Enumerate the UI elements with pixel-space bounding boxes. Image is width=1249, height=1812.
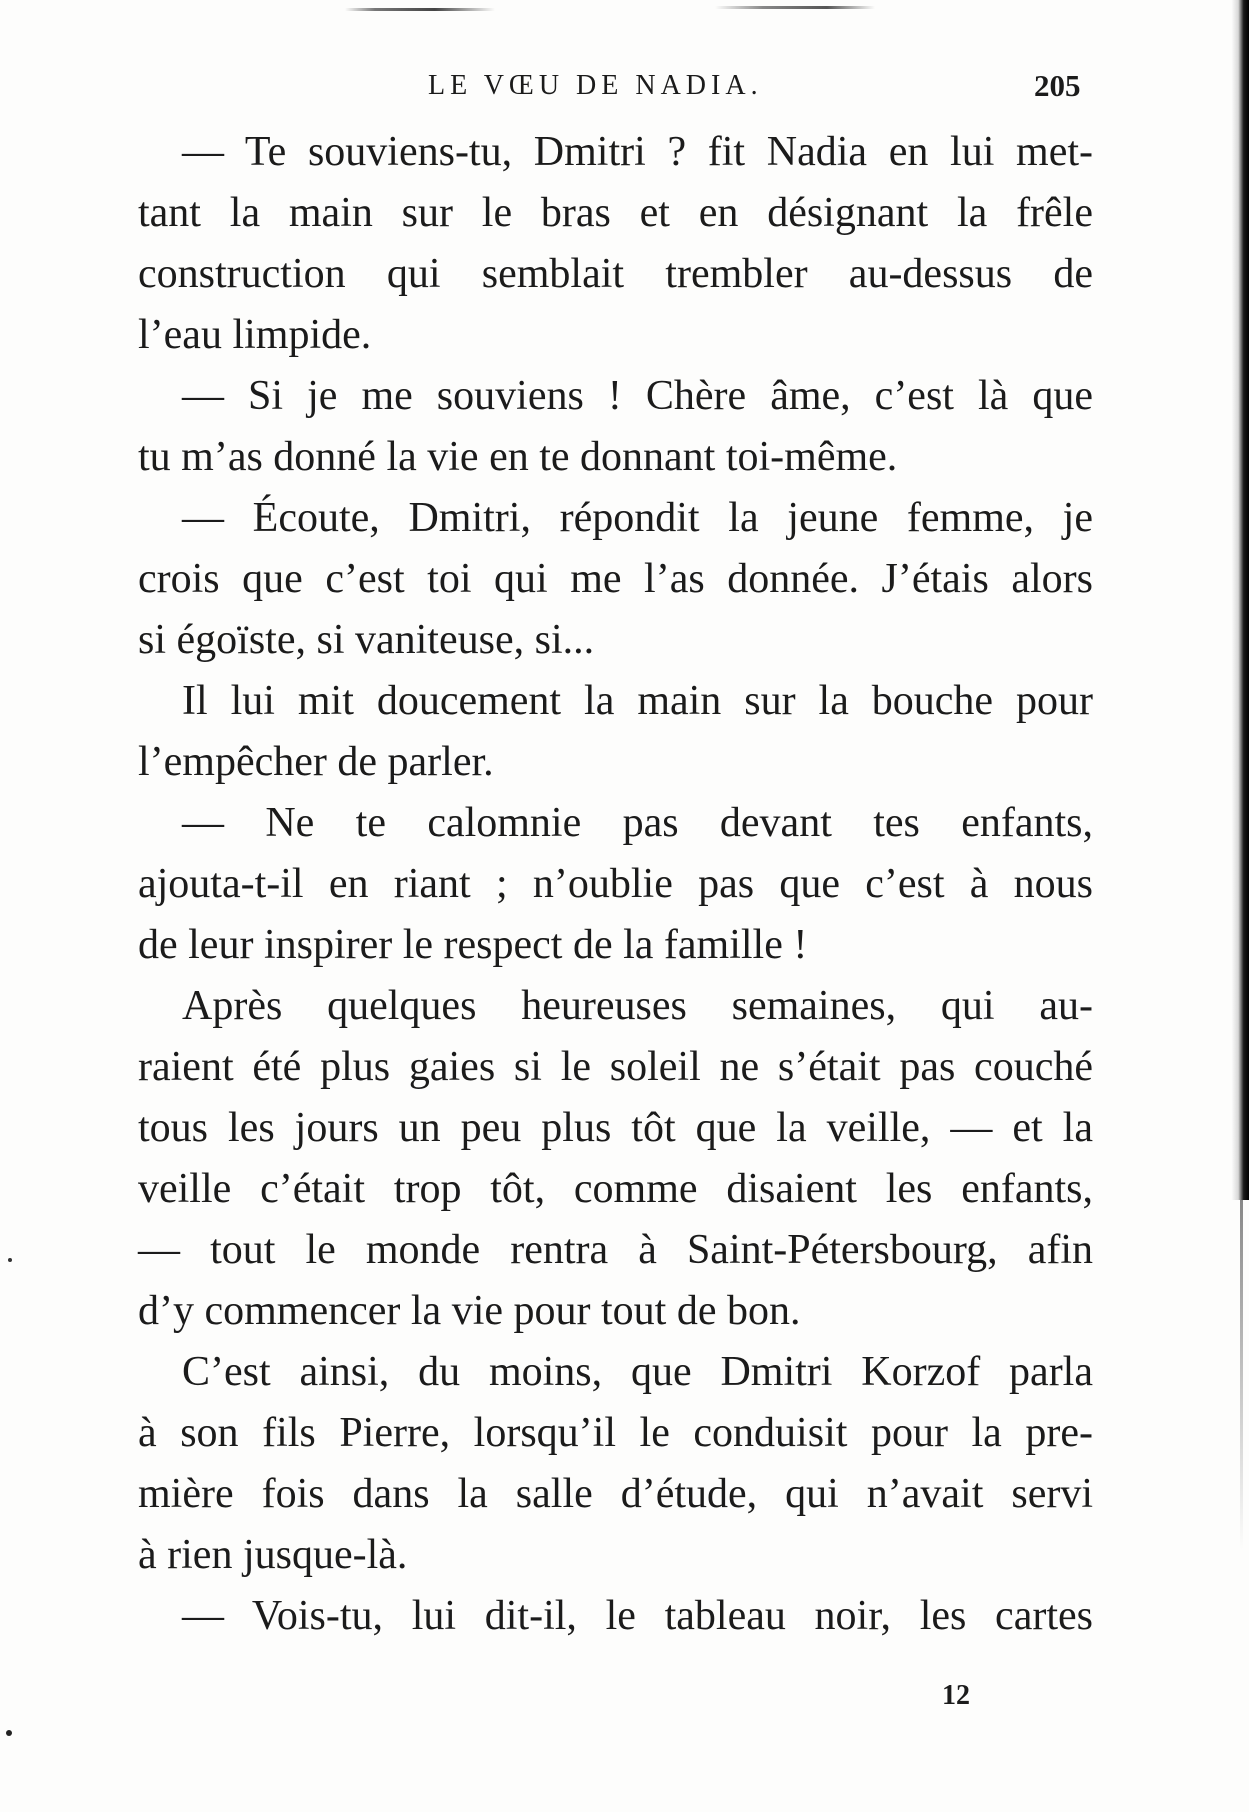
scan-speck [8,1258,12,1262]
text-line: à son fils Pierre, lorsqu’il le conduisit pour la pre- [138,1410,1093,1456]
text-line: veille c’était trop tôt, comme disaient les enfants, [138,1166,1093,1212]
text-line: tant la main sur le bras et en désignant la frêle [138,190,1093,236]
text-line: de leur inspirer le respect de la famille ! [138,922,808,968]
text-line: — Vois-tu, lui dit-il, le tableau noir, les cartes [182,1593,1093,1639]
text-line: d’y commencer la vie pour tout de bon. [138,1288,801,1334]
running-head [0,70,1249,114]
text-line: C’est ainsi, du moins, que Dmitri Korzof parla [182,1349,1093,1395]
text-line: raient été plus gaies si le soleil ne s’était pas couché [138,1044,1093,1090]
text-line: — Te souviens-tu, Dmitri ? fit Nadia en lui met- [182,129,1093,175]
text-line: Il lui mit doucement la main sur la bouche pour [182,678,1093,724]
text-line: ajouta-t-il en riant ; n’oublie pas que c’est à nous [138,861,1093,907]
page-binding-edge [1231,0,1249,1200]
text-line: tu m’as donné la vie en te donnant toi-même. [138,434,898,480]
text-line: tous les jours un peu plus tôt que la veille, — et la [138,1105,1093,1151]
body-text [138,122,1093,1647]
scan-mark [345,8,495,11]
page-number: 205 [1034,68,1081,103]
text-line: l’empêcher de parler. [138,739,494,785]
text-line: construction qui semblait trembler au-dessus de [138,251,1093,297]
text-line: — tout le monde rentra à Saint-Pétersbourg, afin [138,1227,1093,1273]
text-line: — Écoute, Dmitri, répondit la jeune femme, je [182,495,1093,541]
page-binding-edge [1240,1200,1243,1550]
scan-speck [6,1730,12,1736]
text-line: l’eau limpide. [138,312,372,358]
text-line: mière fois dans la salle d’étude, qui n’avait servi [138,1471,1093,1517]
text-line: — Ne te calomnie pas devant tes enfants, [182,800,1093,846]
text-line: crois que c’est toi qui me l’as donnée. J’étais alors [138,556,1093,602]
signature-mark: 12 [942,1680,970,1711]
text-line: si égoïste, si vaniteuse, si... [138,617,595,663]
running-title: LE VŒU DE NADIA. [428,70,763,101]
scan-mark [715,6,875,9]
text-line: Après quelques heureuses semaines, qui au- [182,983,1093,1029]
text-line: — Si je me souviens ! Chère âme, c’est là que [182,373,1093,419]
text-line: à rien jusque-là. [138,1532,408,1578]
